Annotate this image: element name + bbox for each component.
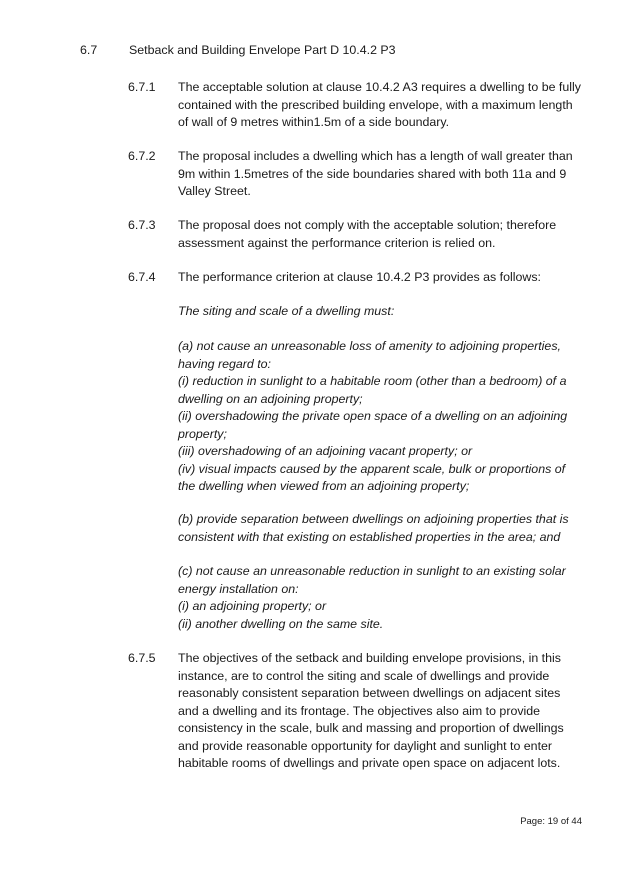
section-title: Setback and Building Envelope Part D 10.4.2 P3 (129, 43, 396, 57)
criterion-a-iv: (iv) visual impacts caused by the apparent scale, bulk or proportions of the dwelling when viewed from an adjoining property; (178, 461, 566, 493)
criterion-c-ii: (ii) another dwelling on the same site. (178, 616, 384, 631)
section-heading (80, 42, 592, 60)
paragraph-6-7-3 (128, 217, 582, 252)
paragraph-number: 6.7.3 (128, 218, 156, 232)
criterion-a-ii: (ii) overshadowing the private open space of a dwelling on an adjoining property; (178, 409, 568, 441)
paragraph-text: The acceptable solution at clause 10.4.2 A3 requires a dwelling to be fully contained with the prescribed building envelope, with a maximum length of wall of 9 metres within1.5m of a side boundary. (178, 80, 581, 129)
criterion-a-iii: (iii) overshadowing of an adjoining vacant property; or (178, 444, 473, 458)
criterion-c-heading: (c) not cause an unreasonable reduction in sunlight to an existing solar energy installation on: (178, 564, 566, 596)
paragraph-text: The objectives of the setback and building envelope provisions, in this instance, are to control the siting and scale of dwellings and provide reasonably consistent separation between dwellings on adjacent sites and a dwelling and its frontage. The objectives also aim to provide consistency in the scale, bulk and massing and proportion of dwellings and provide reasonable opportunity for daylight and sunlight to enter habitable rooms of dwellings and private open space on adjacent lots. (178, 651, 564, 770)
paragraph-number: 6.7.4 (128, 270, 156, 284)
criterion-intro (178, 303, 582, 321)
criterion-c-i: (i) an adjoining property; or (178, 599, 327, 613)
criterion-c-block (178, 563, 582, 633)
criterion-b-text: (b) provide separation between dwellings on adjoining properties that is consistent with that existing on established properties in the area; and (178, 512, 569, 544)
criterion-a-i: (i) reduction in sunlight to a habitable room (other than a bedroom) of a dwelling on an adjoining property; (178, 374, 567, 406)
paragraph-text: The proposal does not comply with the acceptable solution; therefore assessment against the performance criterion is relied on. (178, 218, 557, 250)
paragraph-number: 6.7.1 (128, 80, 156, 94)
paragraph-6-7-4 (128, 269, 582, 287)
criterion-a-block (178, 338, 582, 496)
paragraph-6-7-5 (128, 650, 582, 773)
paragraph-number: 6.7.2 (128, 149, 156, 163)
criterion-intro-text: The siting and scale of a dwelling must: (178, 304, 395, 318)
page-number: Page: 19 of 44 (520, 816, 582, 827)
criterion-a-heading: (a) not cause an unreasonable loss of amenity to adjoining properties, having regard to: (178, 339, 561, 371)
paragraph-number: 6.7.5 (128, 651, 156, 665)
paragraph-text: The performance criterion at clause 10.4.2 P3 provides as follows: (178, 270, 541, 284)
paragraph-6-7-1 (128, 79, 582, 132)
paragraph-text: The proposal includes a dwelling which has a length of wall greater than 9m within 1.5metres of the side boundaries shared with both 11a and 9 Valley Street. (178, 149, 573, 198)
criterion-b-block (178, 511, 582, 546)
paragraph-6-7-2 (128, 148, 582, 201)
section-number: 6.7 (80, 43, 98, 57)
